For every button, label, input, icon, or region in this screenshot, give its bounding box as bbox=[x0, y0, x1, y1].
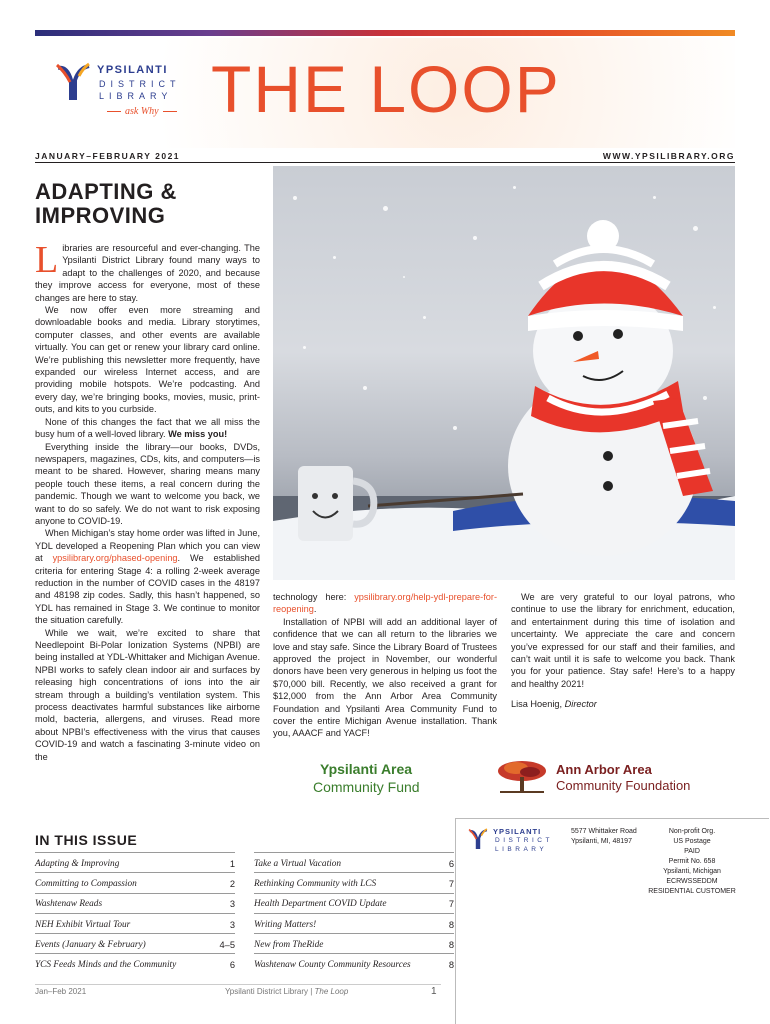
toc-item-page: 1 bbox=[229, 858, 235, 869]
toc-item[interactable] bbox=[35, 953, 235, 973]
toc-item[interactable] bbox=[35, 893, 235, 913]
toc-item[interactable] bbox=[254, 852, 454, 872]
toc-item-page: 6 bbox=[229, 960, 235, 971]
aaacf-line-1: Ann Arbor Area bbox=[556, 762, 652, 777]
toc-item-label: New from TheRide bbox=[254, 939, 324, 950]
toc-item-label: NEH Exhibit Virtual Tour bbox=[35, 919, 131, 930]
toc-item-page: 8 bbox=[448, 960, 454, 971]
toc-item-label: Health Department COVID Update bbox=[254, 899, 387, 910]
article-paragraph-1: Libraries are resourceful and ever-changing. The Ypsilanti District Library found many ways to adapt to the challenges of 2020, and because they improve access for everyone, most of these changes are here to stay. bbox=[35, 239, 260, 303]
toc-item[interactable] bbox=[254, 913, 454, 933]
header-rule bbox=[35, 162, 735, 163]
toc-item-page: 3 bbox=[229, 899, 235, 910]
toc-item-page: 4–5 bbox=[219, 939, 235, 950]
article-paragraph-3: None of this changes the fact that we all miss the busy hum of a well-loved library. We miss you! bbox=[35, 416, 260, 440]
ydl-district: DISTRICT bbox=[99, 79, 181, 89]
mailing-panel bbox=[455, 818, 769, 1024]
aaacf-logo bbox=[496, 759, 736, 797]
page-number: 1 bbox=[431, 986, 437, 997]
ydl-library: LIBRARY bbox=[99, 91, 173, 101]
headline-line-1: ADAPTING & bbox=[35, 179, 177, 204]
ydl-name: YPSILANTI bbox=[97, 64, 168, 76]
toc-item-page: 7 bbox=[448, 899, 454, 910]
yacf-line-1: Ypsilanti Area bbox=[320, 761, 413, 777]
mailer-org-name: YPSILANTI bbox=[493, 827, 542, 836]
toc-item-page: 8 bbox=[448, 939, 454, 950]
postage-permit: Non-profit Org. US Postage PAID Permit No. 658 Ypsilanti, Michigan ECRWSSEDDM RESIDENTIAL CUSTOMER bbox=[648, 828, 736, 895]
toc-item[interactable] bbox=[254, 933, 454, 953]
toc-item-page: 8 bbox=[448, 919, 454, 930]
yacf-logo bbox=[305, 761, 465, 797]
help-ydl-prepare-link[interactable]: ypsilibrary.org/help-ydl-prepare-for-reopening bbox=[273, 592, 497, 615]
toc-item[interactable] bbox=[254, 872, 454, 892]
toc-item[interactable] bbox=[254, 953, 454, 973]
return-address: 5577 Whittaker Road Ypsilanti, MI, 48197 bbox=[571, 828, 637, 845]
article-headline bbox=[35, 180, 275, 228]
ydl-logo bbox=[55, 62, 200, 122]
top-color-stripe bbox=[35, 30, 735, 36]
yacf-line-2: Community Fund bbox=[313, 779, 420, 795]
article-column-2 bbox=[273, 591, 497, 740]
phased-opening-link[interactable]: ypsilibrary.org/phased-opening bbox=[52, 553, 178, 564]
toc-left-column bbox=[35, 852, 235, 974]
toc-item-label: Committing to Compassion bbox=[35, 878, 137, 889]
mailer-org-library: LIBRARY bbox=[495, 846, 548, 853]
ydl-logo-mark-icon bbox=[468, 827, 488, 851]
issue-date: JANUARY–FEBRUARY 2021 bbox=[35, 151, 181, 161]
toc-item-label: Adapting & Improving bbox=[35, 858, 120, 869]
toc-item-label: Rethinking Community with LCS bbox=[254, 878, 377, 889]
article-paragraph-5: When Michigan’s stay home order was lifted in June, YDL developed a Reopening Plan which you can view at ypsilibrary.org/phased-opening. We established criteria for entering Stage 4: a rolling 2-week average reduction in the number of COVID cases in the 48197 and 48198 zip codes. Sadly, this hasn’t happened, so YDL has remained in Stage 3. We continue to monitor the situation carefully. bbox=[35, 528, 260, 626]
ydl-tagline: ask Why bbox=[103, 106, 181, 117]
article-column-3 bbox=[511, 591, 735, 711]
toc-item[interactable] bbox=[35, 872, 235, 892]
article-column-1-top bbox=[35, 239, 260, 763]
article-signature: Lisa Hoenig, Director bbox=[511, 699, 597, 710]
article-paragraph-6: While we wait, we’re excited to share that Needlepoint Bi-Polar Ionization Systems (NPBI) are being installed at YDL-Whittaker and Michigan Avenue. NPBI works to safely clean indoor air and surfaces by releasing high concentrations of ions into the air stream through a building’s ventilation system. This process deactivates harmful substances like airborne mold, bacteria, allergens, and viruses. Read more about NPBI’s effectiveness with the virus that causes COVID-19 and watch a fascinating 3-minute video on the bbox=[35, 627, 260, 762]
snowman-photo bbox=[273, 166, 735, 580]
toc-item-label: Writing Matters! bbox=[254, 919, 317, 930]
toc-item[interactable] bbox=[254, 893, 454, 913]
ydl-logo-mark-icon bbox=[55, 62, 91, 102]
article-paragraph-2: We now offer even more streaming and downloadable books and media. Library storytimes, computer classes, and other events are available virtually. You can get or renew your library card online. We’re publishing this newsletter more frequently, have expanded our wireless Internet access, and are providing mobile hotspots. We’re podcasting. And every day, we’re bringing books, movies, music, print-outs, and kits to you curbside. bbox=[35, 305, 260, 415]
footer-publication: Ypsilanti District Library | The Loop bbox=[225, 987, 349, 996]
toc-item-page: 2 bbox=[229, 878, 235, 889]
toc-item[interactable] bbox=[35, 852, 235, 872]
toc-item[interactable] bbox=[35, 913, 235, 933]
footer-date: Jan–Feb 2021 bbox=[35, 987, 87, 996]
toc-item-page: 7 bbox=[448, 878, 454, 889]
article-paragraph-4: Everything inside the library—our books, DVDs, newspapers, magazines, CDs, kits, and computers—is meant to be shared. However, sharing means many people touch these items, a real concern during the pandemic. Though we want to welcome you back, we want to do so safely. We do not want to risk exposing anyone to COVID-19. bbox=[35, 441, 260, 526]
toc-item-label: Events (January & February) bbox=[35, 939, 146, 950]
newsletter-title: THE LOOP bbox=[211, 52, 561, 126]
toc-title: IN THIS ISSUE bbox=[35, 832, 138, 848]
article-column-3-paragraph-1: We are very grateful to our loyal patrons, who continue to use the library for enrichment, education, and entertainment during this time of isolation and uncertainty. We appreciate the care and concern you’ve expressed for our staff and their families, and can’t wait until it is safe to welcome you back. Thank you for your patience. Stay safe! Here’s to a happy and healthy 2021! bbox=[511, 592, 735, 689]
aaacf-line-2: Community Foundation bbox=[556, 778, 691, 793]
mailer-ydl-logo bbox=[468, 825, 568, 855]
headline-line-2: IMPROVING bbox=[35, 202, 166, 228]
tree-icon bbox=[496, 759, 548, 795]
toc-item-label: YCS Feeds Minds and the Community bbox=[35, 960, 177, 971]
article-column-2-paragraph-2: Installation of NPBI will add an additional layer of confidence that we can all return to the libraries we love and stay safe. Since the Library Board of Trustees approved the project in November, our wonderful donors have been very generous in helping us foot the $70,000 bill. Recently, we also received a grant for $12,000 from the Ann Arbor Area Community Foundation and Ypsilanti Area Community Fund to cover the entire Michigan Avenue installation. Thank you, AAACF and YACF! bbox=[273, 616, 497, 739]
toc-item-page: 6 bbox=[448, 858, 454, 869]
mailer-org-district: DISTRICT bbox=[495, 837, 553, 844]
toc-item-label: Washtenaw Reads bbox=[35, 899, 103, 910]
toc-right-column bbox=[254, 852, 454, 974]
snowman-illustration bbox=[273, 166, 735, 580]
website-url[interactable]: WWW.YPSILIBRARY.ORG bbox=[602, 151, 735, 161]
masthead bbox=[35, 38, 735, 148]
drop-cap: L bbox=[35, 239, 59, 281]
toc-item-label: Take a Virtual Vacation bbox=[254, 858, 342, 869]
article-column-2-paragraph-1: technology here: ypsilibrary.org/help-ydl-prepare-for-reopening. bbox=[273, 592, 497, 615]
in-this-issue bbox=[35, 822, 454, 982]
toc-item-label: Washtenaw County Community Resources bbox=[254, 960, 411, 971]
toc-item-page: 3 bbox=[229, 919, 235, 930]
toc-item[interactable] bbox=[35, 933, 235, 953]
footer-rule bbox=[35, 984, 441, 985]
